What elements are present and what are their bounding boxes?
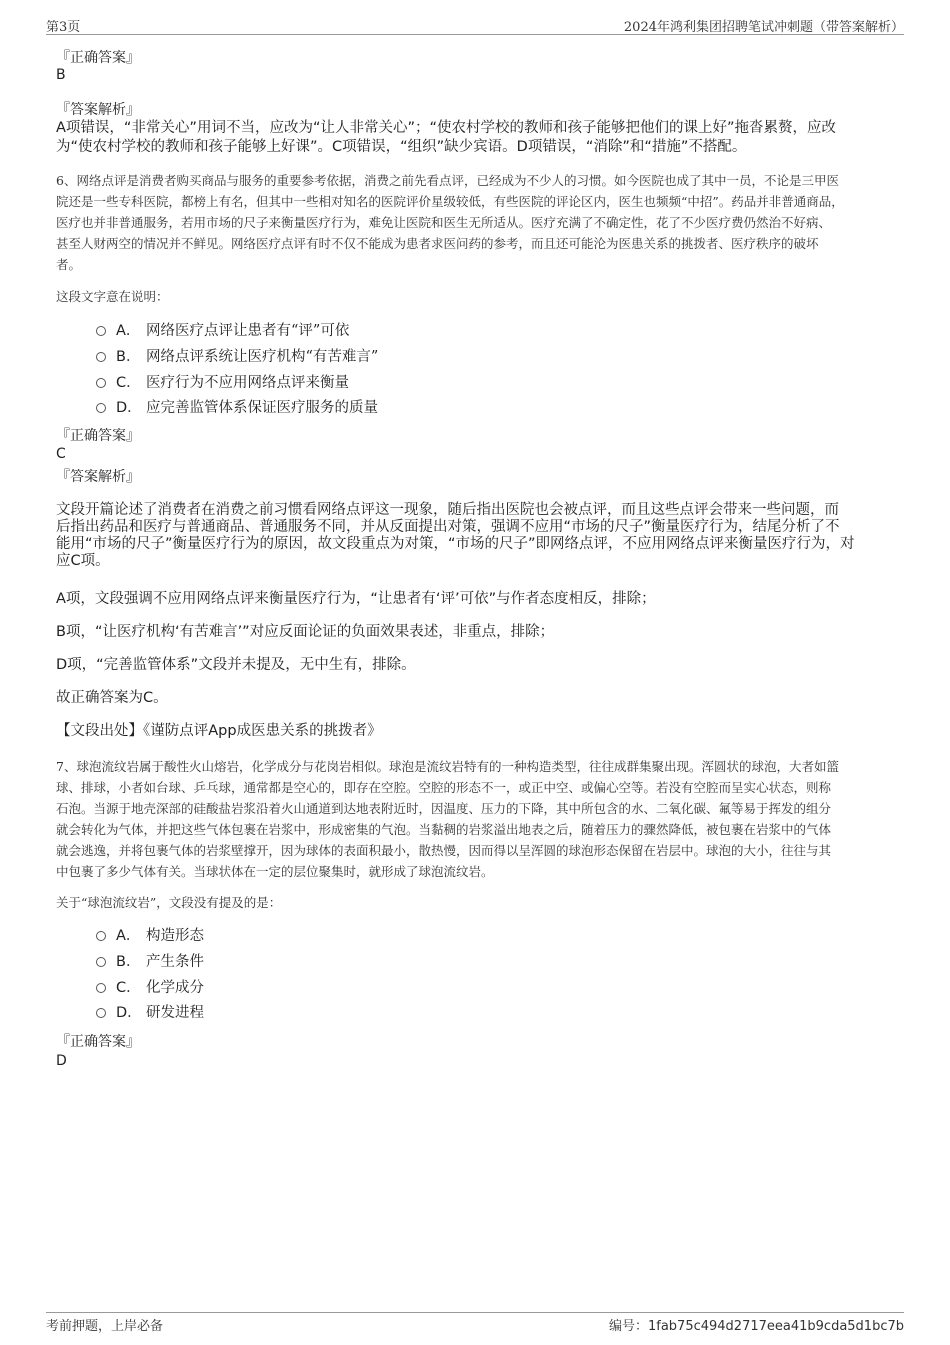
document-code: 编号：1fab75c494d2717eea41b9cda5d1bc7b [608, 1319, 904, 1334]
radio-icon[interactable] [96, 983, 106, 993]
option-b[interactable]: B． 产生条件 [96, 952, 204, 972]
analysis-line: 为“使农村学校的教师和孩子能够上好课”。C项错误，“组织”缺少宾语。D项错误，“消除”和“措施”不搭配。 [56, 139, 747, 155]
radio-icon[interactable] [96, 931, 106, 941]
option-d[interactable]: D． 研发进程 [96, 1003, 204, 1023]
passage-source: 【文段出处】《谨防点评App成医患关系的挑拨者》 [56, 723, 382, 739]
analysis-option-b: B项，“让医疗机构‘有苦难言’”对应反面论证的负面效果表述，非重点，排除； [56, 624, 555, 640]
passage-line: 就会转化为气体，并把这些气体包裹在岩浆中，形成密集的气泡。当黏稠的岩浆溢出地表之后，随着压力的骤然降低，被包裹在岩浆中的气体 [56, 822, 832, 837]
question-passage [56, 756, 892, 882]
passage-line: 者。 [56, 257, 82, 272]
question-stem: 这段文字意在说明： [56, 289, 169, 304]
passage-line: 6、网络点评是消费者购买商品与服务的重要参考依据，消费之前先看点评，已经成为不少人的习惯。如今医院也成了其中一员，不论是三甲医 [56, 173, 839, 188]
passage-line: 球、排球，小者如台球、乒乓球，通常都是空心的，即存在空腔。空腔的形态不一，或正中空、或偏心空等。若没有空腔而呈实心状态，则称 [56, 780, 832, 795]
page-header [46, 14, 904, 35]
option-c[interactable]: C． 化学成分 [96, 978, 204, 998]
answer-label: 『正确答案』 [56, 50, 140, 66]
page-number: 第3页 [46, 20, 81, 35]
passage-line: 院还是一些专科医院，都榜上有名，但其中一些相对知名的医院评价星级较低，有些医院的评论区内，医生也频频“中招”。药品并非普通商品， [56, 194, 844, 209]
passage-line: 甚至人财两空的情况并不鲜见。网络医疗点评有时不仅不能成为患者求医问药的参考，而且还可能沦为医患关系的挑拨者、医疗秩序的破坏 [56, 236, 819, 251]
passage-line: 医疗也并非普通服务，若用市场的尺子来衡量医疗行为，难免让医院和医生无所适从。医疗充满了不确定性，花了不少医疗费仍然治不好病、 [56, 215, 832, 230]
option-b[interactable]: B． 网络点评系统让医疗机构“有苦难言” [96, 347, 378, 367]
correct-answer: D [56, 1053, 67, 1069]
radio-icon[interactable] [96, 403, 106, 413]
analysis-label: 『答案解析』 [56, 469, 140, 485]
analysis-paragraph [56, 502, 890, 570]
passage-line: 石泡。当源于地壳深部的硅酸盐岩浆沿着火山通道到达地表附近时，因温度、压力的下降，其中所包含的水、二氧化碳、氟等易于挥发的组分 [56, 801, 832, 816]
document-title: 2024年鸿利集团招聘笔试冲刺题（带答案解析） [623, 20, 904, 35]
analysis-label: 『答案解析』 [56, 102, 140, 118]
option-a[interactable]: A． 构造形态 [96, 926, 204, 946]
analysis-conclusion: 故正确答案为C。 [56, 690, 168, 706]
option-a[interactable]: A． 网络医疗点评让患者有“评”可依 [96, 321, 349, 341]
analysis-line: 文段开篇论述了消费者在消费之前习惯看网络点评这一现象，随后指出医院也会被点评，而且这些点评会带来一些问题，而 [56, 502, 839, 518]
passage-line: 7、球泡流纹岩属于酸性火山熔岩，化学成分与花岗岩相似。球泡是流纹岩特有的一种构造类型，往往成群集聚出现。浑圆状的球泡，大者如篮 [56, 759, 839, 774]
passage-line: 中包裹了多少气体有关。当球状体在一定的层位聚集时，就形成了球泡流纹岩。 [56, 864, 494, 879]
analysis-line: 后指出药品和医疗与普通商品、普通服务不同，并从反面提出对策，强调不应用“市场的尺子”衡量医疗行为，结尾分析了不 [56, 519, 840, 535]
correct-answer: B [56, 67, 66, 83]
passage-line: 就会逃逸，并将包裹气体的岩浆壁撑开，因为球体的表面积最小，散热慢，因而得以呈浑圆的球泡形态保留在岩层中。球泡的大小，往往与其 [56, 843, 832, 858]
analysis-option-a: A项，文段强调不应用网络点评来衡量医疗行为，“让患者有‘评’可依”与作者态度相反，排除； [56, 591, 656, 607]
analysis-line: 能用“市场的尺子”衡量医疗行为的原因，故文段重点为对策，“市场的尺子”即网络点评，不应用网络点评来衡量医疗行为，对 [56, 536, 855, 552]
option-c[interactable]: C． 医疗行为不应用网络点评来衡量 [96, 373, 349, 393]
radio-icon[interactable] [96, 378, 106, 388]
option-d[interactable]: D． 应完善监管体系保证医疗服务的质量 [96, 398, 378, 418]
radio-icon[interactable] [96, 1008, 106, 1018]
radio-icon[interactable] [96, 352, 106, 362]
question-passage [56, 170, 892, 275]
correct-answer: C [56, 446, 66, 462]
question-stem: 关于“球泡流纹岩”，文段没有提及的是： [56, 895, 282, 910]
answer-label: 『正确答案』 [56, 1034, 140, 1050]
radio-icon[interactable] [96, 326, 106, 336]
analysis-line: A项错误，“非常关心”用词不当，应改为“让人非常关心”；“使农村学校的教师和孩子能够把他们的课上好”拖沓累赘，应改 [56, 120, 836, 136]
footer-slogan: 考前押题，上岸必备 [46, 1319, 164, 1334]
page-footer [46, 1312, 904, 1337]
answer-label: 『正确答案』 [56, 428, 140, 444]
analysis-line: 应C项。 [56, 553, 110, 569]
radio-icon[interactable] [96, 957, 106, 967]
analysis-option-d: D项，“完善监管体系”文段并未提及，无中生有，排除。 [56, 657, 416, 673]
